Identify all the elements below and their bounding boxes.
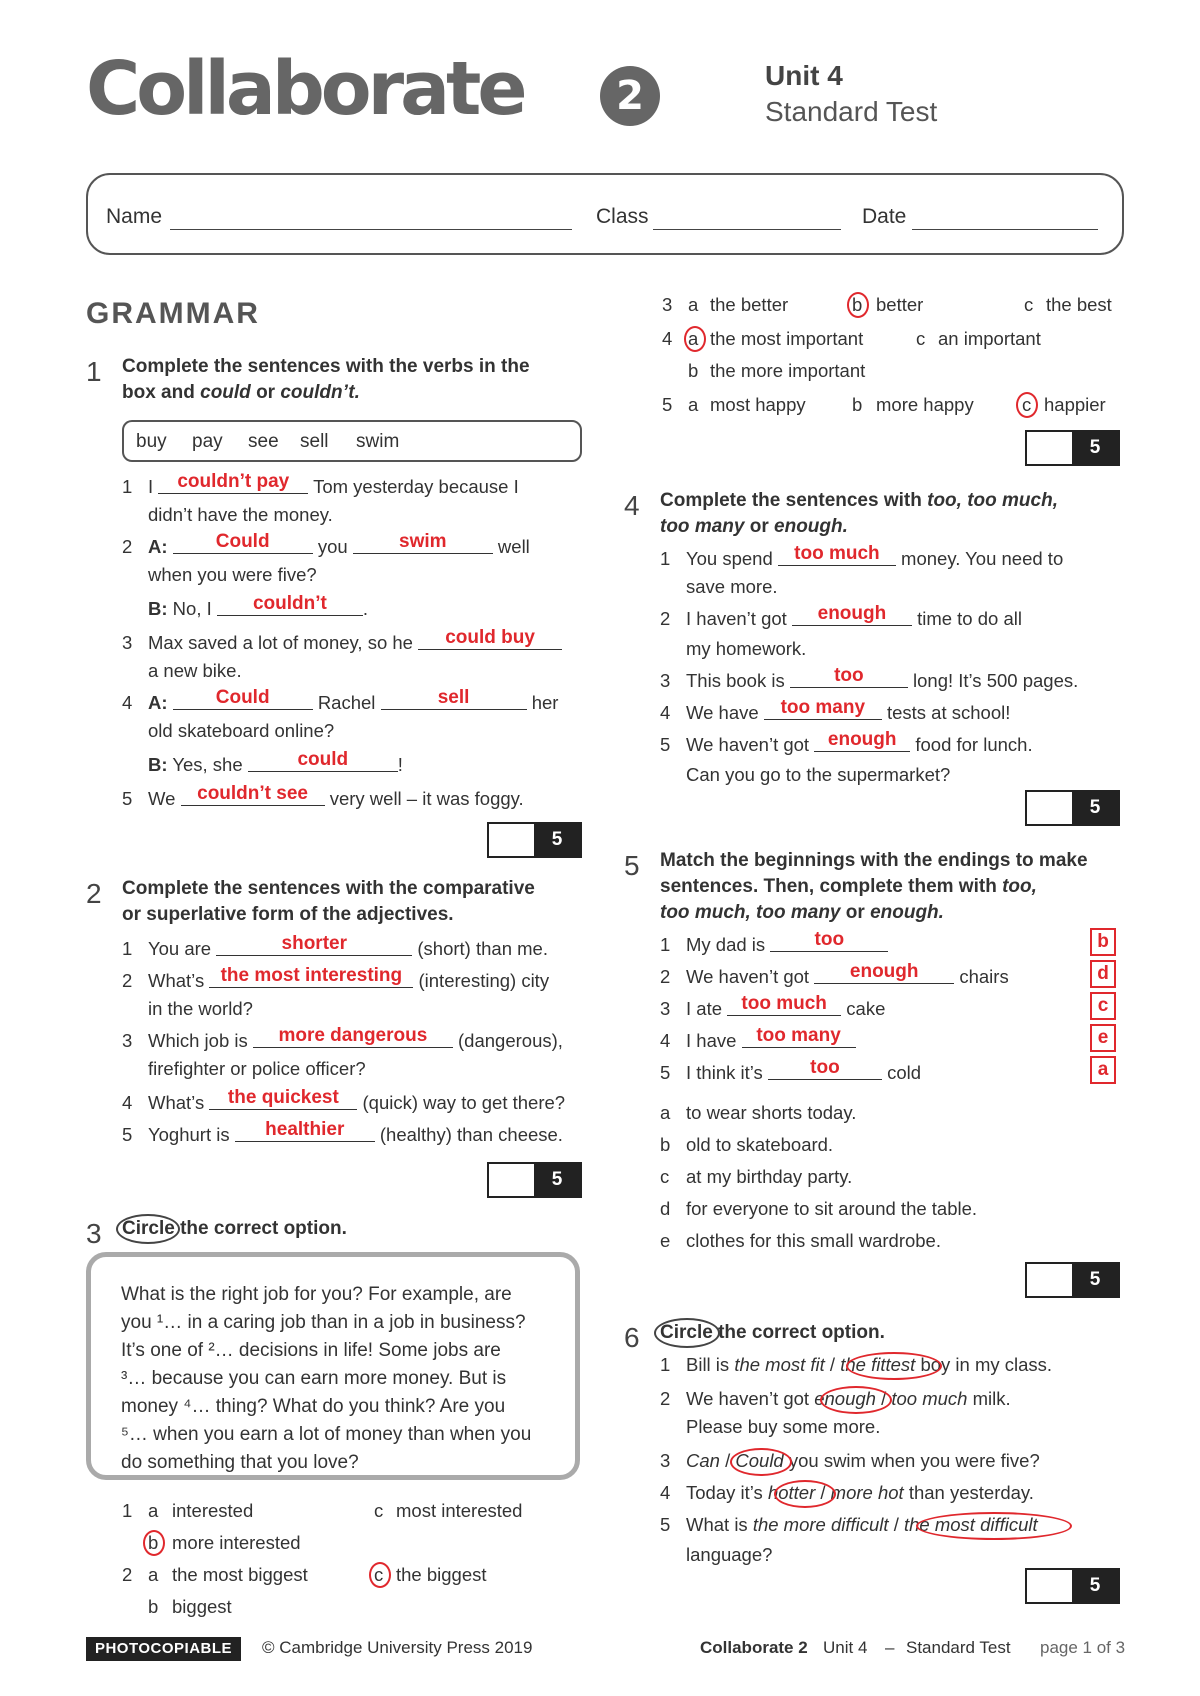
footer-test: Standard Test xyxy=(906,1638,1011,1657)
word: pay xyxy=(192,431,223,452)
answer-blank[interactable]: too xyxy=(768,1060,882,1080)
word: see xyxy=(248,431,279,452)
date-field[interactable] xyxy=(912,229,1098,230)
footer-book: Collaborate 2 xyxy=(700,1638,808,1657)
score-box[interactable]: 5 xyxy=(487,822,582,858)
item-continuation: my homework. xyxy=(686,638,807,659)
score-box[interactable]: 5 xyxy=(1025,430,1120,466)
option-row: 4 a the most important xyxy=(662,328,864,349)
ending-item: b old to skateboard. xyxy=(660,1134,834,1155)
ending-item: c at my birthday party. xyxy=(660,1166,853,1187)
answer-blank[interactable]: couldn’t pay xyxy=(158,474,308,494)
exercise-item: 3 Can / Could you swim when you were five? xyxy=(660,1450,1040,1471)
item-continuation: language? xyxy=(686,1544,773,1565)
option-row: b the more important xyxy=(688,360,866,381)
option-row: c happier xyxy=(1022,394,1106,415)
answer-circle[interactable] xyxy=(820,1386,892,1414)
exercise-item: 3 Which job is more dangerous (dangerous), xyxy=(122,1025,563,1051)
reading-text-box xyxy=(86,1252,580,1480)
item-continuation: when you were five? xyxy=(148,564,317,585)
exercise-number: 6 xyxy=(624,1322,640,1353)
exercise-item: 2 We haven’t got enough / too much milk. xyxy=(660,1388,1011,1409)
answer-blank[interactable]: couldn’t xyxy=(217,596,363,616)
answer-blank[interactable]: more dangerous xyxy=(253,1028,453,1048)
text-line: ⁵… when you earn a lot of money than when you xyxy=(121,1424,532,1445)
class-field[interactable] xyxy=(653,229,841,230)
exercise-item: 5 I think it’s too cold xyxy=(660,1057,922,1083)
circle-mark xyxy=(116,1214,180,1244)
page-number: page 1 of 3 xyxy=(1040,1638,1126,1657)
answer-blank[interactable]: enough xyxy=(792,606,912,626)
exercise-1-instruction: Complete the sentences with the verbs in the box and could or couldn’t. xyxy=(122,356,530,403)
text-line: ³… because you can earn more money. But is xyxy=(121,1368,507,1389)
exercise-item: 1 Bill is the most fit / the fittest boy in my class. xyxy=(660,1354,1053,1375)
exercise-3-instruction: Circle the correct option. xyxy=(122,1218,347,1239)
answer-circle[interactable] xyxy=(730,1448,792,1476)
item-continuation: Please buy some more. xyxy=(686,1416,881,1437)
item-continuation: save more. xyxy=(686,576,778,597)
exercise-number: 4 xyxy=(624,490,640,521)
name-field[interactable] xyxy=(170,229,572,230)
word: sell xyxy=(300,431,329,452)
photocopiable-tag: PHOTOCOPIABLE xyxy=(86,1637,241,1661)
match-answer-box[interactable]: b xyxy=(1090,928,1116,956)
exercise-item: 2 I haven’t got enough time to do all xyxy=(660,603,1022,629)
answer-blank[interactable]: too many xyxy=(742,1028,856,1048)
text-line: money ⁴… thing? What do you think? Are you xyxy=(121,1396,506,1417)
unit-title: Unit 4 xyxy=(765,60,843,91)
item-continuation: old skateboard online? xyxy=(148,720,335,741)
option-row: 3 a the better xyxy=(662,294,789,315)
answer-blank[interactable]: shorter xyxy=(216,936,412,956)
text-line: you ¹… in a caring job than in a job in business? xyxy=(121,1312,526,1333)
footer-unit: Unit 4 xyxy=(823,1638,868,1657)
exercise-item: 4 A: Could Rachel sell her xyxy=(122,687,559,713)
exercise-item: 4 I have too many xyxy=(660,1028,856,1054)
answer-blank[interactable]: swim xyxy=(353,534,493,554)
exercise-item: 5 We couldn’t see very well – it was foggy. xyxy=(122,783,524,809)
exercise-item: 4 What’s the quickest (quick) way to get there? xyxy=(122,1087,566,1113)
exercise-item: 1 You are shorter (short) than me. xyxy=(122,933,548,959)
exercise-4-instruction: Complete the sentences with too, too much, too many or enough. xyxy=(660,490,1058,537)
option-row: c most interested xyxy=(374,1500,523,1521)
section-title-grammar: GRAMMAR xyxy=(86,297,260,330)
answer-blank[interactable]: enough xyxy=(814,964,954,984)
exercise-number: 2 xyxy=(86,878,102,909)
answer-circle[interactable] xyxy=(847,292,869,318)
option-row: 1 a interested xyxy=(122,1500,254,1521)
answer-blank[interactable]: the quickest xyxy=(209,1090,357,1110)
answer-blank[interactable]: too xyxy=(770,932,888,952)
answer-blank[interactable]: Could xyxy=(173,690,313,710)
match-answer-box[interactable]: d xyxy=(1090,960,1116,988)
answer-circle[interactable] xyxy=(1016,392,1038,418)
exercise-item: 3 This book is too long! It’s 500 pages. xyxy=(660,665,1079,691)
exercise-5-instruction: Match the beginnings with the endings to make sentences. Then, complete them with too, too much, too many or enough. xyxy=(660,850,1088,923)
text-line: do something that you love? xyxy=(121,1452,359,1473)
answer-blank[interactable]: could xyxy=(248,752,398,772)
match-answer-box[interactable]: c xyxy=(1090,992,1116,1020)
exercise-item: 2 What’s the most interesting (interesting) city xyxy=(122,965,550,991)
answer-blank[interactable]: too much xyxy=(778,546,896,566)
logo-level-number: 2 xyxy=(600,66,660,126)
option-row: b better xyxy=(852,294,924,315)
exercise-number: 3 xyxy=(86,1218,102,1249)
option-row: c the best xyxy=(1024,294,1112,315)
match-answer-box[interactable]: a xyxy=(1090,1056,1116,1084)
option-row: c the biggest xyxy=(374,1564,487,1585)
answer-blank[interactable]: too many xyxy=(764,700,882,720)
answer-circle[interactable] xyxy=(684,326,706,352)
copyright: © Cambridge University Press 2019 xyxy=(262,1638,533,1657)
test-subtitle: Standard Test xyxy=(765,96,938,127)
ending-item: a to wear shorts today. xyxy=(660,1102,857,1123)
exercise-item: 3 I ate too much cake xyxy=(660,993,886,1019)
exercise-2-instruction: Complete the sentences with the comparative or superlative form of the adjectives. xyxy=(122,878,535,925)
word: swim xyxy=(356,431,400,452)
ending-item: e clothes for this small wardrobe. xyxy=(660,1230,941,1251)
collaborate-logo: Collaborate xyxy=(86,46,524,132)
word-box xyxy=(122,420,582,462)
answer-circle[interactable] xyxy=(916,1512,1072,1540)
item-continuation: a new bike. xyxy=(148,660,242,681)
exercise-item-b: B: Yes, she could ! xyxy=(148,749,403,775)
option-row: 5 a most happy xyxy=(662,394,806,415)
exercise-item: 2 We haven’t got enough chairs xyxy=(660,961,1009,987)
option-row: b biggest xyxy=(148,1596,232,1617)
class-label: Class xyxy=(596,205,649,228)
ending-item: d for everyone to sit around the table. xyxy=(660,1198,978,1219)
exercise-item: 5 Yoghurt is healthier (healthy) than cheese. xyxy=(122,1119,563,1145)
word: buy xyxy=(136,431,167,452)
answer-blank[interactable]: Could xyxy=(173,534,313,554)
answer-blank[interactable]: sell xyxy=(381,690,527,710)
date-label: Date xyxy=(862,205,907,228)
footer-dash: – xyxy=(885,1638,895,1657)
answer-blank[interactable]: could buy xyxy=(418,630,562,650)
exercise-item: 4 We have too many tests at school! xyxy=(660,697,1011,723)
option-row: b more interested xyxy=(148,1532,301,1553)
exercise-item: 1 I couldn’t pay Tom yesterday because I xyxy=(122,471,519,497)
answer-blank[interactable]: enough xyxy=(814,732,910,752)
answer-circle[interactable] xyxy=(369,1562,391,1588)
item-continuation: Can you go to the supermarket? xyxy=(686,764,951,785)
exercise-item: 1 My dad is too xyxy=(660,932,888,958)
score-box[interactable]: 5 xyxy=(1025,1262,1120,1298)
exercise-item: 1 You spend too much money. You need to xyxy=(660,543,1064,569)
score-box[interactable]: 5 xyxy=(1025,1568,1120,1604)
exercise-6-instruction: Circle the correct option. xyxy=(660,1322,885,1343)
circle-mark xyxy=(654,1318,720,1348)
answer-circle[interactable] xyxy=(143,1530,165,1556)
answer-blank[interactable]: too much xyxy=(727,996,841,1016)
item-continuation: in the world? xyxy=(148,998,253,1019)
exercise-item: 4 Today it’s hotter / more hot than yesterday. xyxy=(660,1482,1034,1503)
score-box[interactable]: 5 xyxy=(1025,790,1120,826)
text-line: What is the right job for you? For example, are xyxy=(121,1284,512,1305)
exercise-item: 5 What is the more difficult / the most difficult xyxy=(660,1514,1038,1535)
answer-blank[interactable]: healthier xyxy=(235,1122,375,1142)
answer-blank[interactable]: couldn’t see xyxy=(181,786,325,806)
item-continuation: firefighter or police officer? xyxy=(148,1058,366,1079)
text-line: It’s one of ²… decisions in life! Some jobs are xyxy=(121,1340,501,1361)
score-box[interactable]: 5 xyxy=(487,1162,582,1198)
option-row: c an important xyxy=(916,328,1041,349)
exercise-item: 5 We haven’t got enough food for lunch. xyxy=(660,729,1033,755)
name-label: Name xyxy=(106,205,163,228)
match-answer-box[interactable]: e xyxy=(1090,1024,1116,1052)
answer-blank[interactable]: the most interesting xyxy=(209,968,413,988)
exercise-item: 3 Max saved a lot of money, so he could buy xyxy=(122,630,562,656)
exercise-item: 2 A: Could you swim well xyxy=(122,531,530,557)
answer-blank[interactable]: too xyxy=(790,668,908,688)
exercise-number: 1 xyxy=(86,356,102,387)
item-continuation: didn’t have the money. xyxy=(148,504,333,525)
exercise-item-b: B: No, I couldn’t . xyxy=(148,593,369,619)
option-row: b more happy xyxy=(852,394,974,415)
answer-circle[interactable] xyxy=(774,1480,836,1508)
answer-circle[interactable] xyxy=(846,1352,942,1380)
option-row: 2 a the most biggest xyxy=(122,1564,308,1585)
exercise-number: 5 xyxy=(624,850,640,881)
